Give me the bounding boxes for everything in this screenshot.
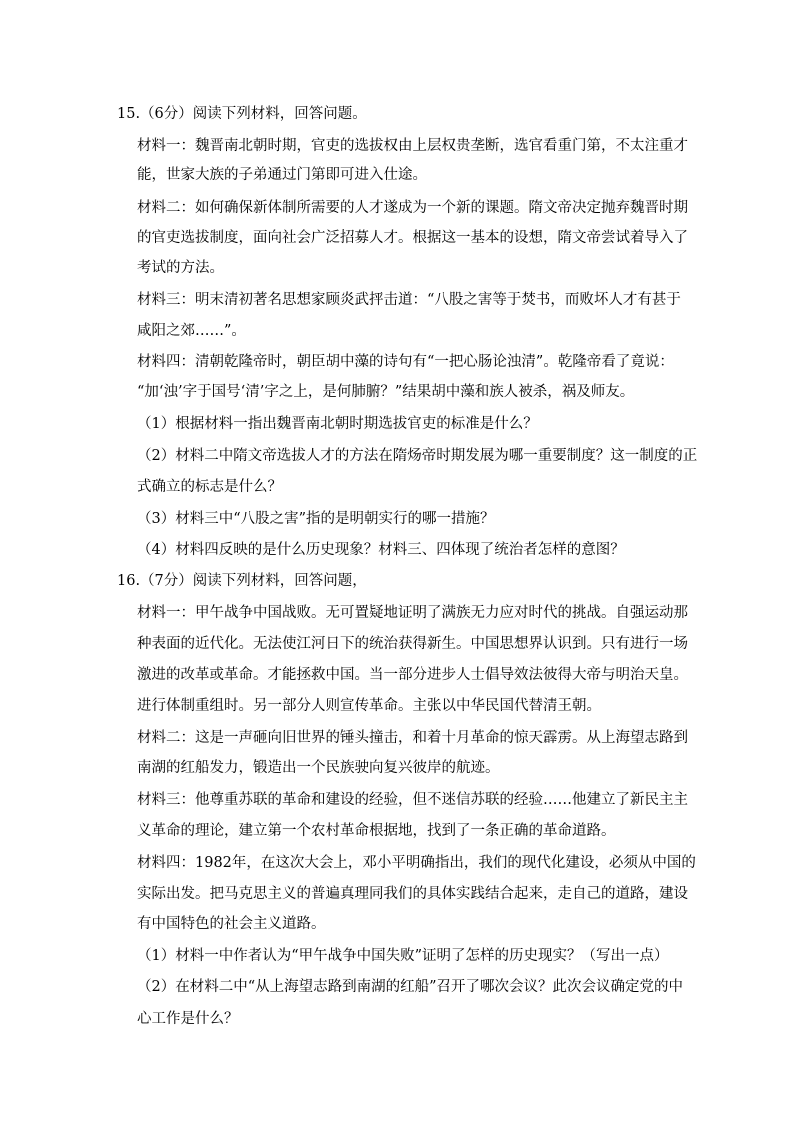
q16-material-1-line-2: 种表面的近代化。无法使江河日下的统治获得新生。中国思想界认识到。只有进行一场 [137, 636, 688, 652]
q15-material-2-line-1: 材料二：如何确保新体制所需要的人才遂成为一个新的课题。隋文帝决定抛弃魏晋时期 [137, 200, 688, 216]
q15-material-2-line-3: 考试的方法。 [137, 260, 224, 276]
q15-material-3-line-1: 材料三：明末清初著名思想家顾炎武抨击道：“八股之害等于焚书，而败坏人才有甚于 [137, 292, 681, 308]
q16-title: 16.（7分）阅读下列材料，回答问题， [117, 573, 367, 589]
q15-material-4-line-2: “加‘浊’字于国号‘清’字之上，是何肺腑？”结果胡中藻和族人被杀，祸及师友。 [137, 384, 635, 400]
q16-material-1-line-4: 进行体制重组时。另一部分人则宣传革命。主张以中华民国代替清王朝。 [137, 698, 601, 714]
q15-subquestion-1: （1）根据材料一指出魏晋南北朝时期选拔官吏的标准是什么？ [137, 416, 538, 432]
q16-material-2-line-1: 材料二：这是一声砸向旧世界的锤头撞击，和着十月革命的惊天霹雳。从上海望志路到 [137, 730, 688, 746]
q16-material-4-line-3: 有中国特色的社会主义道路。 [137, 916, 326, 932]
q16-material-2-line-2: 南湖的红船发力，锻造出一个民族驶向复兴彼岸的航迹。 [137, 760, 500, 776]
q15-material-2-line-2: 的官吏选拔制度，面向社会广泛招募人才。根据这一基本的设想，隋文帝尝试着导入了 [137, 230, 688, 246]
q16-material-3-line-2: 义革命的理论，建立第一个农村革命根据地，找到了一条正确的革命道路。 [137, 823, 616, 839]
q15-title: 15.（6分）阅读下列材料，回答问题。 [117, 106, 367, 122]
q16-material-1-line-3: 激进的改革或革命。才能拯救中国。当一部分进步人士倡导效法彼得大帝与明治天皇。 [137, 667, 688, 683]
q15-subquestion-3: （3）材料三中“八股之害”指的是明朝实行的哪一措施？ [137, 511, 495, 527]
q16-material-3-line-1: 材料三：他尊重苏联的革命和建设的经验，但不迷信苏联的经验……他建立了新民主主 [137, 792, 688, 808]
q16-material-4-line-1: 材料四：1982年，在这次大会上，邓小平明确指出，我们的现代化建设，必须从中国的 [137, 855, 696, 871]
q16-material-1-line-1: 材料一：甲午战争中国战败。无可置疑地证明了满族无力应对时代的挑战。自强运动那 [137, 605, 688, 621]
q15-subquestion-4: （4）材料四反映的是什么历史现象？材料三、四体现了统治者怎样的意图？ [137, 542, 625, 558]
q16-material-4-line-2: 实际出发。把马克思主义的普遍真理同我们的具体实践结合起来，走自己的道路，建设 [137, 886, 688, 902]
q15-subquestion-2-line-2: 式确立的标志是什么？ [137, 479, 282, 495]
q15-subquestion-2-line-1: （2）材料二中隋文帝选拔人才的方法在隋炀帝时期发展为哪一重要制度？这一制度的正 [137, 448, 698, 464]
q16-subquestion-2-line-1: （2）在材料二中“从上海望志路到南湖的红船”召开了哪次会议？此次会议确定党的中 [137, 979, 684, 995]
q16-subquestion-2-line-2: 心工作是什么？ [137, 1011, 239, 1027]
q15-material-4-line-1: 材料四：清朝乾隆帝时，朝臣胡中藻的诗句有“一把心肠论浊清”。乾隆帝看了竟说： [137, 354, 674, 370]
q15-material-3-line-2: 咸阳之郊……”。 [137, 323, 246, 339]
q16-subquestion-1: （1）材料一中作者认为“甲午战争中国失败”证明了怎样的历史现实？（写出一点） [137, 948, 669, 964]
q15-material-1-line-1: 材料一：魏晋南北朝时期，官吏的选拔权由上层权贵垄断，选官看重门第，不太注重才 [137, 138, 688, 154]
q15-material-1-line-2: 能，世家大族的子弟通过门第即可进入仕途。 [137, 167, 427, 183]
